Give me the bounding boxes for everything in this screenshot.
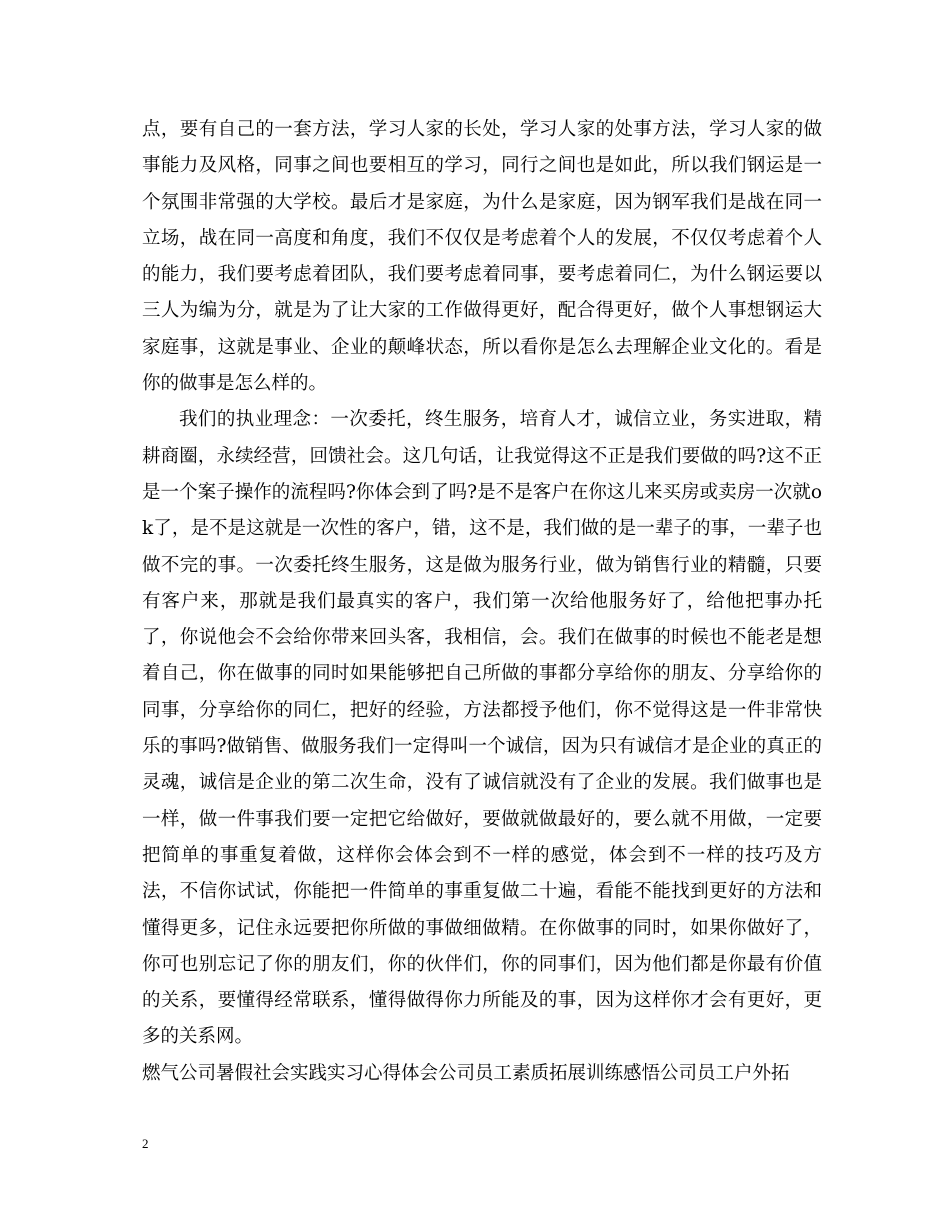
paragraph-2: 我们的执业理念：一次委托，终生服务，培育人才，诚信立业，务实进取，精耕商圈，永续经营，回馈社会。这几句话，让我觉得这不正是我们要做的吗?这不正是一个案子操作的流程吗?你体会到了吗?是不是客户在你这儿来买房或卖房一次就ok了，是不是这就是一次性的客户，错，这不是，我们做的是一辈子的事，一辈子也做不完的事。一次委托终生服务，这是做为服务行业，做为销售行业的精髓，只要有客户来，那就是我们最真实的客户，我们第一次给他服务好了，给他把事办托了，你说他会不会给你带来回头客，我相信，会。我们在做事的时候也不能老是想着自己，你在做事的同时如果能够把自己所做的事都分享给你的朋友、分享给你的同事，分享给你的同仁，把好的经验，方法都授予他们，你不觉得这是一件非常快乐的事吗?做销售、做服务我们一定得叫一个诚信，因为只有诚信才是企业的真正的灵魂，诚信是企业的第二次生命，没有了诚信就没有了企业的发展。我们做事也是一样，做一件事我们要一定把它给做好，要做就做最好的，要么就不用做，一定要把简单的事重复着做，这样你会体会到不一样的感觉，体会到不一样的技巧及方法，不信你试试，你能把一件简单的事重复做二十遍，看能不能找到更好的方法和懂得更多，记住永远要把你所做的事做细做精。在你做事的同时，如果你做好了，你可也别忘记了你的朋友们，你的伙伴们，你的同事们，因为他们都是你最有价值的关系，要懂得经常联系，懂得做得你力所能及的事，因为这样你才会有更好，更多的关系网。 — [142, 409, 822, 1048]
paragraph-1: 点，要有自己的一套方法，学习人家的长处，学习人家的处事方法，学习人家的做事能力及风格，同事之间也要相互的学习，同行之间也是如此，所以我们钢运是一个氛围非常强的大学校。最后才是家庭，为什么是家庭，因为钢军我们是战在同一立场，战在同一高度和角度，我们不仅仅是考虑着个人的发展，不仅仅考虑着个人的能力，我们要考虑着团队，我们要考虑着同事，要考虑着同仁，为什么钢运要以三人为编为分，就是为了让大家的工作做得更好，配合得更好，做个人事想钢运大家庭事，这就是事业、企业的颠峰状态，所以看你是怎么去理解企业文化的。看是你的做事是怎么样的。 — [142, 119, 822, 395]
document-body — [142, 112, 822, 1092]
page-number: 2 — [142, 1136, 149, 1151]
related-articles-line[interactable]: 燃气公司暑假社会实践实习心得体会公司员工素质拓展训练感悟公司员工户外拓 — [142, 1062, 790, 1084]
